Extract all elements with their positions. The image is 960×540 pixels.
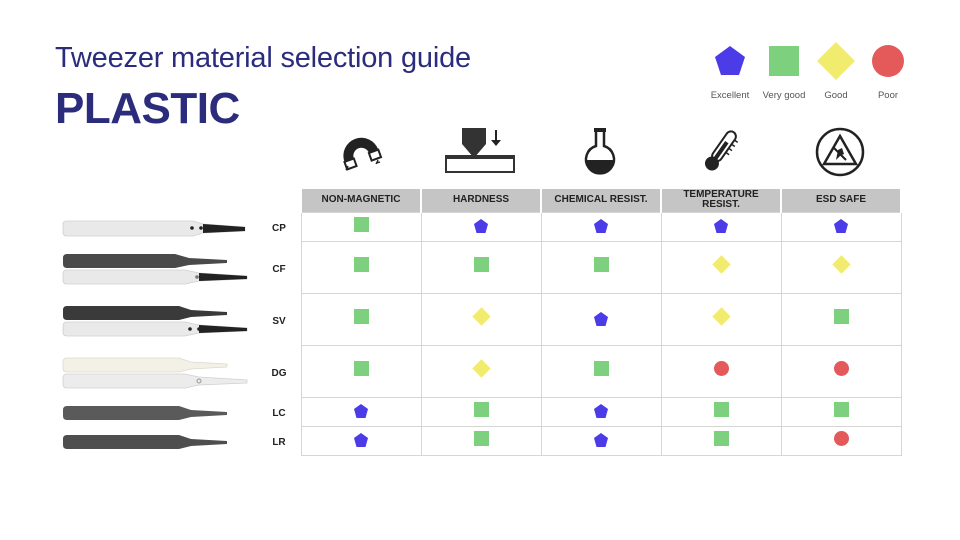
legend-label: Excellent	[710, 90, 750, 101]
tweezer-images	[55, 212, 255, 462]
pentagon-rating-icon	[713, 218, 729, 234]
row-label-lr: LR	[272, 437, 286, 448]
pentagon-rating-icon	[353, 432, 369, 448]
material-heading: PLASTIC	[55, 84, 240, 133]
rating-cell	[781, 426, 901, 455]
rating-cell	[421, 241, 541, 293]
rating-cell	[781, 241, 901, 293]
rating-cell	[301, 345, 421, 397]
page-title: Tweezer material selection guide	[55, 42, 471, 74]
pentagon-rating-icon	[593, 218, 609, 234]
table-row	[301, 397, 901, 426]
diamond-icon	[816, 41, 856, 81]
square-rating-icon	[594, 361, 609, 376]
rating-cell	[421, 212, 541, 241]
rating-cell	[541, 426, 661, 455]
square-rating-icon	[834, 402, 849, 417]
column-header-chemical-resist: CHEMICAL RESIST.	[541, 189, 661, 212]
column-header-esd-safe: ESD SAFE	[781, 189, 901, 212]
rating-cell	[661, 426, 781, 455]
rating-cell	[661, 212, 781, 241]
row-label-cf: CF	[272, 264, 286, 275]
rating-cell	[421, 397, 541, 426]
rating-cell	[541, 241, 661, 293]
magnet-icon	[300, 124, 420, 180]
legend-poor	[858, 44, 918, 104]
row-label-dg: DG	[271, 368, 287, 379]
rating-cell	[421, 345, 541, 397]
rating-cell	[781, 293, 901, 345]
ratings-table	[300, 189, 902, 456]
square-rating-icon	[714, 402, 729, 417]
diamond-rating-icon	[712, 255, 730, 273]
diamond-rating-icon	[472, 359, 490, 377]
circle-rating-icon	[834, 431, 849, 446]
tweezer-lc-image	[63, 406, 227, 420]
pentagon-rating-icon	[593, 432, 609, 448]
row-label-sv: SV	[272, 316, 286, 327]
rating-cell	[781, 212, 901, 241]
column-icons	[300, 124, 902, 180]
square-rating-icon	[354, 257, 369, 272]
diamond-rating-icon	[472, 307, 490, 325]
column-header-temperature-resist: TEMPERATURE RESIST.	[661, 189, 781, 212]
square-rating-icon	[474, 257, 489, 272]
legend-label: Very good	[762, 90, 806, 101]
circle-rating-icon	[714, 361, 729, 376]
table-row	[301, 241, 901, 293]
circle-rating-icon	[834, 361, 849, 376]
table-row	[301, 345, 901, 397]
square-rating-icon	[714, 431, 729, 446]
rating-legend	[700, 44, 920, 104]
rating-cell	[301, 293, 421, 345]
rating-cell	[541, 293, 661, 345]
circle-icon	[871, 44, 905, 78]
legend-label: Good	[824, 90, 848, 101]
pentagon-icon	[713, 44, 747, 78]
row-label-lc: LC	[272, 408, 286, 419]
rating-cell	[301, 241, 421, 293]
square-rating-icon	[474, 431, 489, 446]
rating-cell	[301, 426, 421, 455]
rating-cell	[661, 293, 781, 345]
flask-icon	[540, 124, 660, 180]
rating-cell	[781, 397, 901, 426]
table-row	[301, 426, 901, 455]
square-rating-icon	[474, 402, 489, 417]
square-rating-icon	[594, 257, 609, 272]
legend-excellent	[700, 44, 760, 104]
tweezer-cf-image	[63, 254, 247, 284]
hardness-press-icon	[420, 124, 540, 180]
legend-good	[806, 44, 866, 104]
square-rating-icon	[354, 361, 369, 376]
thermometer-icon	[660, 124, 780, 180]
rating-cell	[301, 212, 421, 241]
pentagon-rating-icon	[473, 218, 489, 234]
rating-cell	[661, 397, 781, 426]
diamond-rating-icon	[832, 255, 850, 273]
rating-cell	[421, 293, 541, 345]
column-header-non-magnetic: NON-MAGNETIC	[301, 189, 421, 212]
pentagon-rating-icon	[593, 311, 609, 327]
table-row	[301, 212, 901, 241]
rating-cell	[421, 426, 541, 455]
rating-cell	[781, 345, 901, 397]
legend-very-good	[754, 44, 814, 104]
rating-cell	[661, 345, 781, 397]
pentagon-rating-icon	[353, 403, 369, 419]
square-icon	[767, 44, 801, 78]
rating-cell	[541, 397, 661, 426]
header-row	[301, 189, 901, 212]
esd-warning-icon	[780, 124, 900, 180]
legend-label: Poor	[877, 90, 899, 101]
tweezer-sv-image	[63, 306, 247, 336]
rating-cell	[301, 397, 421, 426]
square-rating-icon	[354, 309, 369, 324]
rating-cell	[541, 212, 661, 241]
tweezer-cp-image	[63, 221, 245, 236]
square-rating-icon	[834, 309, 849, 324]
rating-cell	[541, 345, 661, 397]
tweezer-dg-image	[63, 358, 247, 388]
table-row	[301, 293, 901, 345]
tweezer-lr-image	[63, 435, 227, 449]
square-rating-icon	[354, 217, 369, 232]
rating-cell	[661, 241, 781, 293]
pentagon-rating-icon	[833, 218, 849, 234]
column-header-hardness: HARDNESS	[421, 189, 541, 212]
pentagon-rating-icon	[593, 403, 609, 419]
diamond-rating-icon	[712, 307, 730, 325]
row-label-cp: CP	[272, 223, 286, 234]
